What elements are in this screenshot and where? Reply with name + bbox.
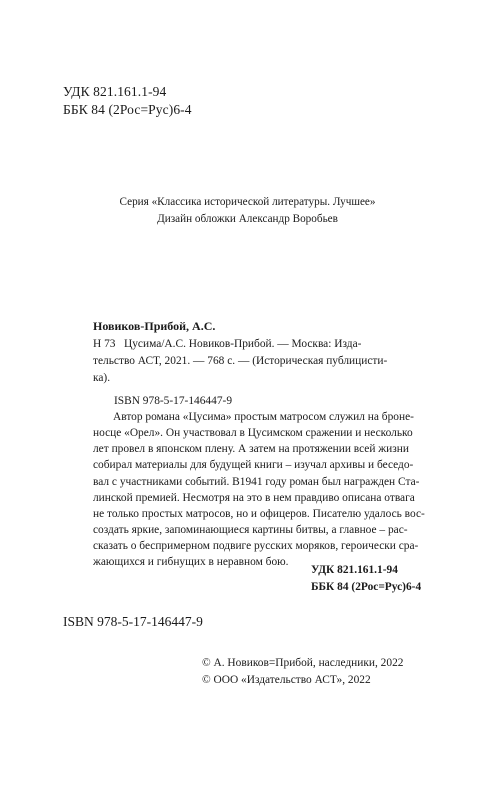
- author-mark-code: Н 73: [93, 338, 116, 350]
- series-block: [60, 194, 435, 228]
- author-heading: Новиков-Прибой, А.С.: [93, 319, 216, 333]
- udk-code-top: УДК 821.161.1-94: [63, 84, 167, 99]
- annotation-line: вал с участниками событий. В1941 году роман был награжден Ста-: [93, 475, 420, 488]
- bibliographic-record: [93, 336, 409, 387]
- biblio-text: ка).: [93, 372, 111, 384]
- annotation-line: Автор романа «Цусима» простым матросом служил на броне-: [113, 411, 414, 423]
- annotation-line: собирал материалы для будущей книги – изучал архивы и беседо-: [93, 459, 414, 472]
- bbk-code-top: ББК 84 (2Рос=Рус)6-4: [63, 102, 192, 117]
- annotation-line: лет провел в японском плену. А затем на протяжении всей жизни: [93, 443, 409, 456]
- isbn-footer: ISBN 978-5-17-146447-9: [63, 614, 203, 629]
- biblio-text: тельство АСТ, 2021. — 768 с. — (Историческая публицисти-: [93, 355, 388, 367]
- biblio-line-1: [93, 336, 409, 353]
- copyright-publisher: © ООО «Издательство АСТ», 2022: [202, 674, 371, 686]
- copyright-author: © А. Новиков=Прибой, наследники, 2022: [202, 657, 404, 669]
- isbn-record: ISBN 978-5-17-146447-9: [114, 395, 233, 407]
- annotation: [93, 409, 425, 571]
- biblio-line-3: [93, 370, 409, 387]
- biblio-line-2: [93, 353, 409, 370]
- annotation-line: не только простых матросов, но и офицеров. Писателю удалось вос-: [93, 507, 425, 520]
- series-title: Серия «Классика исторической литературы. Лучшее»: [119, 196, 376, 208]
- udk-code-record: УДК 821.161.1-94: [311, 564, 398, 576]
- bbk-code-record: ББК 84 (2Рос=Рус)6-4: [311, 581, 422, 593]
- annotation-line: линской премией. Несмотря на это в нем правдиво описана отвага: [93, 491, 415, 504]
- biblio-text: Цусима/А.С. Новиков-Прибой. — Москва: Изда-: [124, 338, 362, 350]
- annotation-line: жающихся и гибнущих в неравном бою.: [93, 556, 289, 569]
- annotation-line: создать яркие, запоминающиеся картины битвы, а главное – рас-: [93, 524, 408, 537]
- annotation-line: носце «Орел». Он участвовал в Цусимском сражении и несколько: [93, 427, 413, 440]
- cover-designer: Дизайн обложки Александр Воробьев: [157, 213, 338, 225]
- annotation-line: сказать о беспримерном подвиге русских моряков, героически сра-: [93, 540, 419, 553]
